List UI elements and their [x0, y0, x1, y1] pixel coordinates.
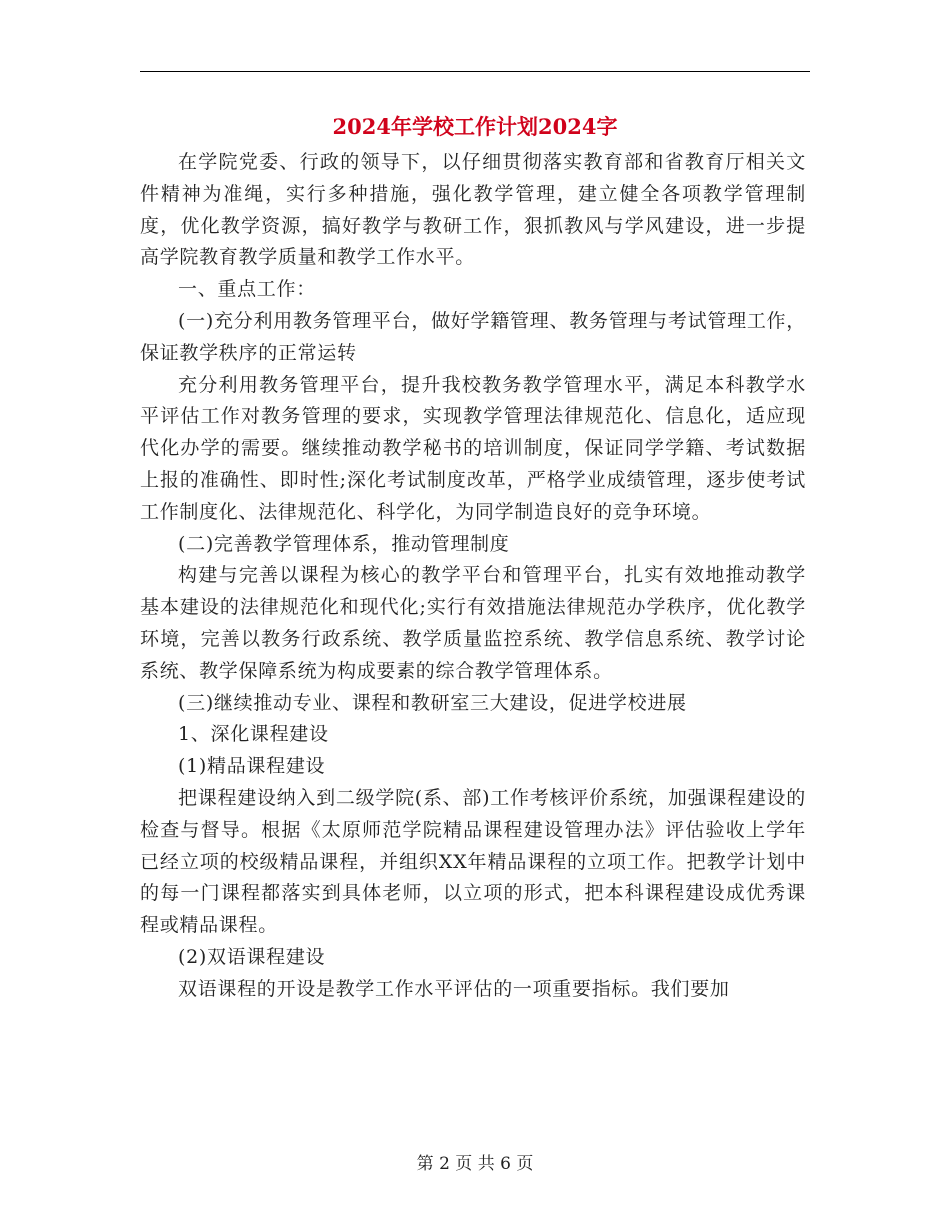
- heading-key-work: 一、重点工作：: [178, 278, 316, 301]
- header-rule: [140, 71, 810, 72]
- item-course-building: 1、深化课程建设: [178, 723, 329, 746]
- paragraph-1: 充分利用教务管理平台，提升我校教务教学管理水平，满足本科教学水平评估工作对教务管理的要求，实现教学管理法律规范化、信息化，适应现代化办学的需要。继续推动教学秘书的培训制度，保证同学学籍、考试数据上报的准确性、即时性;深化考试制度改革，严格学业成绩管理，逐步使考试工作制度化、法律规范化、科学化，为同学制造良好的竞争环境。: [140, 373, 806, 523]
- item-bilingual-courses: (2)双语课程建设: [178, 945, 326, 968]
- paragraph-intro: 在学院党委、行政的领导下，以仔细贯彻落实教育部和省教育厅相关文件精神为准绳，实行多种措施，强化教学管理，建立健全各项教学管理制度，优化教学资源，搞好教学与教研工作，狠抓教风与学风建设，进一步提高学院教育教学质量和教学工作水平。: [140, 151, 806, 269]
- subheading-3: (三)继续推动专业、课程和教研室三大建设，促进学校进展: [178, 691, 687, 714]
- document-title: 2024年学校工作计划2024字: [332, 114, 618, 139]
- document-body: [140, 147, 806, 1006]
- subheading-2: (二)完善教学管理体系，推动管理制度: [178, 532, 510, 555]
- paragraph-4: 双语课程的开设是教学工作水平评估的一项重要指标。我们要加: [178, 977, 730, 1000]
- paragraph-3: 把课程建设纳入到二级学院(系、部)工作考核评价系统，加强课程建设的检查与督导。根据《太原师范学院精品课程建设管理办法》评估验收上学年已经立项的校级精品课程，并组织XX年精品课程的立项工作。把教学计划中的每一门课程都落实到具体老师，以立项的形式，把本科课程建设成优秀课程或精品课程。: [140, 786, 806, 937]
- paragraph-2: 构建与完善以课程为核心的教学平台和管理平台，扎实有效地推动教学基本建设的法律规范化和现代化;实行有效措施法律规范办学秩序，优化教学环境，完善以教务行政系统、教学质量监控系统、教学信息系统、教学讨论系统、教学保障系统为构成要素的综合教学管理体系。: [140, 564, 806, 682]
- page-number: 第 2 页 共 6 页: [416, 1154, 534, 1174]
- subheading-1: (一)充分利用教务管理平台，做好学籍管理、教务管理与考试管理工作，保证教学秩序的正常运转: [140, 309, 806, 364]
- item-quality-courses: (1)精品课程建设: [178, 755, 326, 778]
